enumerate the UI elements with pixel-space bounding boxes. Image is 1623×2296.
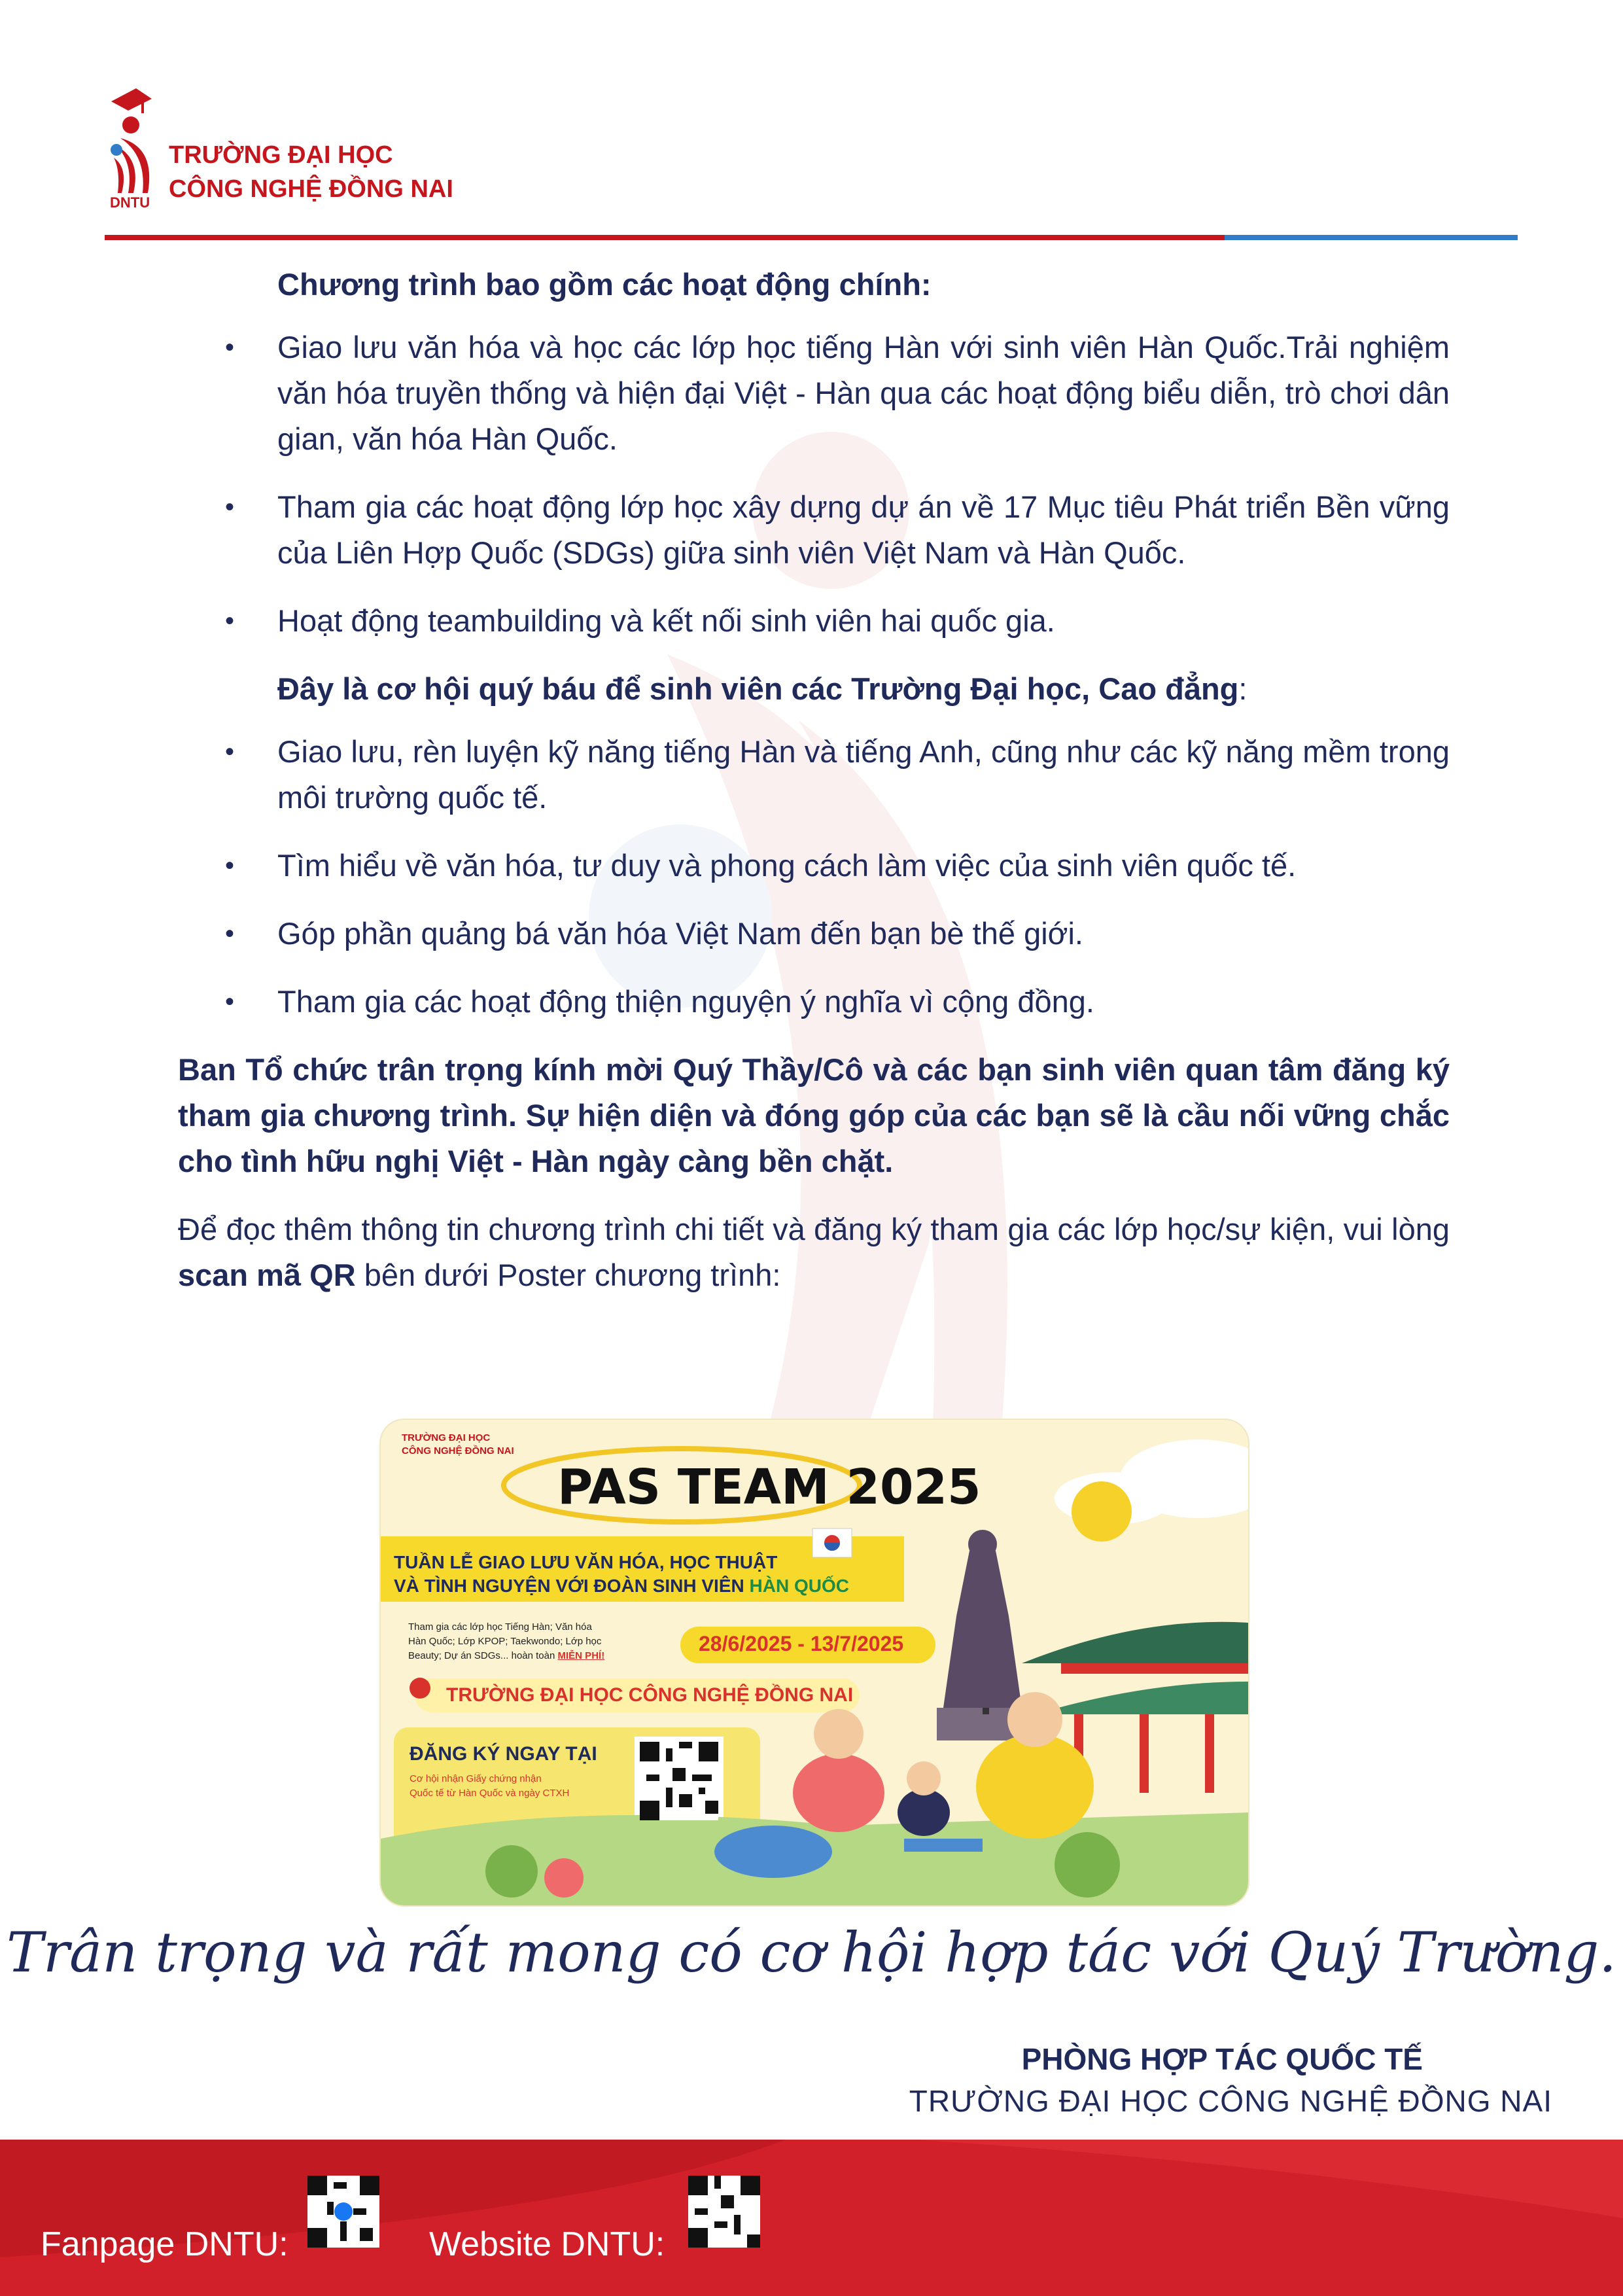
- list-item: • Tham gia các hoạt động lớp học xây dựng dự án về 17 Mục tiêu Phát triển Bền vững của Liên Hợp Quốc (SDGs) giữa sinh viên Việt Nam và Hàn Quốc.: [277, 484, 1450, 576]
- logo-line-2: CÔNG NGHỆ ĐỒNG NAI: [169, 175, 453, 203]
- poster-tagline-line-2-text: VÀ TÌNH NGUYỆN VỚI ĐOÀN SINH VIÊN: [394, 1576, 750, 1596]
- poster-tagline: [394, 1551, 849, 1598]
- footer-band: [0, 2140, 1623, 2296]
- fanpage-qr-code[interactable]: [307, 2176, 379, 2248]
- list-item: • Góp phần quảng bá văn hóa Việt Nam đến bạn bè thế giới.: [277, 911, 1450, 957]
- poster-logo-line-2: CÔNG NGHỆ ĐỒNG NAI: [402, 1445, 514, 1457]
- poster-register: ĐĂNG KÝ NGAY TẠI: [410, 1743, 597, 1765]
- poster-tagline-line-1: TUẦN LỄ GIAO LƯU VĂN HÓA, HỌC THUẬT: [394, 1552, 778, 1572]
- header-rule-red: [105, 235, 1225, 240]
- signature-office: PHÒNG HỢP TÁC QUỐC TẾ: [1021, 2042, 1423, 2076]
- poster-qr-code[interactable]: [640, 1742, 718, 1820]
- signature-university: TRƯỜNG ĐẠI HỌC CÔNG NGHỆ ĐỒNG NAI: [909, 2084, 1552, 2118]
- poster-dates: 28/6/2025 - 13/7/2025: [699, 1632, 904, 1655]
- poster-certificate-line: Quốc tế từ Hàn Quốc và ngày CTXH: [410, 1788, 570, 1799]
- poster-tagline-line-2: [394, 1574, 849, 1598]
- logo-line-1: TRƯỜNG ĐẠI HỌC: [169, 141, 393, 169]
- poster-logo: [402, 1432, 514, 1458]
- more-info-bold: scan mã QR: [178, 1258, 356, 1292]
- more-info-text-end: bên dưới Poster chương trình:: [355, 1258, 781, 1292]
- invitation-paragraph: Ban Tổ chức trân trọng kính mời Quý Thầy/Cô và các bạn sinh viên quan tâm đăng ký tham gia chương trình. Sự hiện diện và đóng góp của các bạn sẽ là cầu nối vững chắc cho tình hữu nghị Việt - Hàn ngày càng bền chặt.: [178, 1052, 1450, 1178]
- list-item: • Hoạt động teambuilding và kết nối sinh viên hai quốc gia.: [277, 598, 1450, 644]
- logo-abbreviation: DNTU: [110, 194, 150, 211]
- opportunity-heading-text: Đây là cơ hội quý báu để sinh viên các Trường Đại học, Cao đẳng: [277, 671, 1239, 706]
- poster-classes-line: [408, 1649, 604, 1663]
- poster-classes: [408, 1620, 604, 1663]
- list-item: • Giao lưu, rèn luyện kỹ năng tiếng Hàn và tiếng Anh, cũng như các kỹ năng mềm trong môi trường quốc tế.: [277, 729, 1450, 821]
- dntu-logo-icon: [105, 82, 177, 213]
- poster-certificate: [410, 1772, 569, 1801]
- website-qr-code[interactable]: [688, 2176, 760, 2248]
- fanpage-label: Fanpage DNTU:: [41, 2225, 288, 2263]
- footer-decoration: [0, 2140, 1623, 2296]
- poster-venue: TRƯỜNG ĐẠI HỌC CÔNG NGHỆ ĐỒNG NAI: [446, 1684, 854, 1706]
- poster-title: PAS TEAM 2025: [557, 1459, 981, 1515]
- poster-classes-line: Hàn Quốc; Lớp KPOP; Taekwondo; Lớp học: [408, 1636, 602, 1647]
- more-info-text: Để đọc thêm thông tin chương trình chi tiết và đăng ký tham gia các lớp học/sự kiện, vui lòng: [178, 1212, 1450, 1246]
- closing-line: Trân trọng và rất mong có cơ hội hợp tác với Quý Trường.: [7, 1920, 1616, 1985]
- poster-logo-line-1: TRƯỜNG ĐẠI HỌC: [402, 1432, 491, 1443]
- poster-tagline-korea: HÀN QUỐC: [749, 1576, 849, 1596]
- website-label: Website DNTU:: [429, 2225, 665, 2263]
- list-item: • Tìm hiểu về văn hóa, tư duy và phong cách làm việc của sinh viên quốc tế.: [277, 843, 1450, 889]
- activities-heading: Chương trình bao gồm các hoạt động chính:: [277, 267, 932, 302]
- event-poster[interactable]: [381, 1420, 1248, 1905]
- logo-wordmark: [169, 138, 453, 206]
- university-logo: [105, 82, 563, 213]
- poster-free-label: MIỄN PHÍ!: [557, 1650, 605, 1661]
- poster-classes-text: Beauty; Dự án SDGs... hoàn toàn: [408, 1650, 558, 1661]
- list-item: • Tham gia các hoạt động thiện nguyện ý nghĩa vì cộng đồng.: [277, 979, 1450, 1025]
- opportunity-heading: [178, 666, 1450, 712]
- opportunity-heading-colon: :: [1238, 671, 1248, 706]
- poster-certificate-line: Cơ hội nhận Giấy chứng nhận: [410, 1773, 542, 1784]
- poster-classes-line: Tham gia các lớp học Tiếng Hàn; Văn hóa: [408, 1621, 592, 1633]
- header-rule-blue: [1225, 235, 1518, 240]
- opportunities-list: [178, 729, 1450, 1025]
- list-item: • Giao lưu văn hóa và học các lớp học tiếng Hàn với sinh viên Hàn Quốc.Trải nghiệm văn hóa truyền thống và hiện đại Việt - Hàn qua các hoạt động biểu diễn, trò chơi dân gian, văn hóa Hàn Quốc.: [277, 325, 1450, 462]
- activities-list: [178, 325, 1450, 644]
- more-info-paragraph: [178, 1207, 1450, 1298]
- letter-body: [178, 262, 1450, 1318]
